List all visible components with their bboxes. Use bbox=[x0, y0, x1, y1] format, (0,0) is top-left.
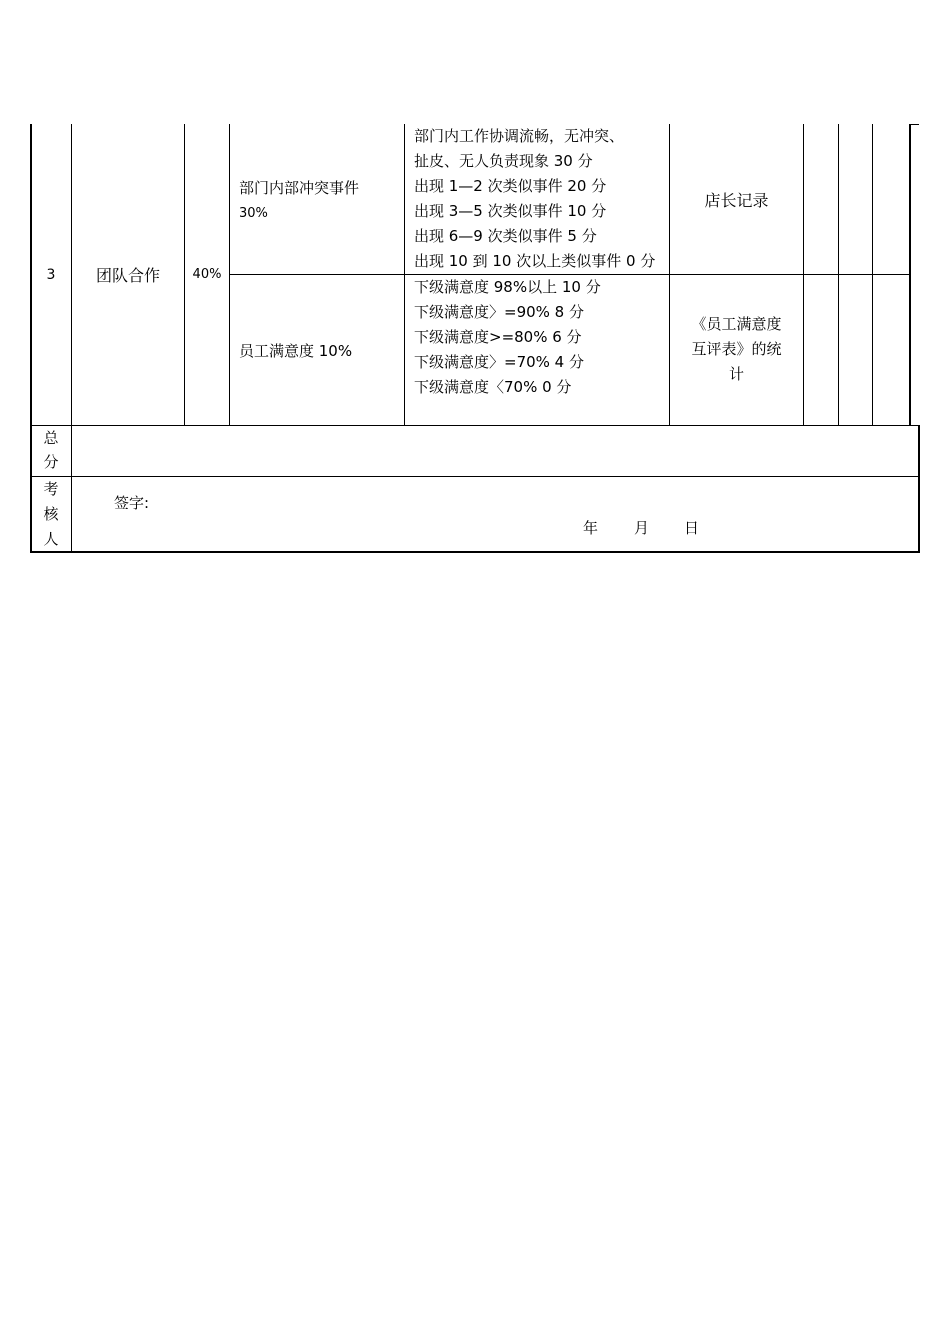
source-line: 互评表》的统 bbox=[691, 340, 782, 358]
source-line: 计 bbox=[728, 365, 744, 383]
source-line: 《员工满意度 bbox=[691, 315, 782, 333]
criteria-line: 下级满意度〉=70% 4 分 bbox=[414, 353, 584, 371]
rule-col-indicator bbox=[404, 124, 405, 425]
reviewer-label-char: 人 bbox=[43, 530, 59, 548]
weight-cell: 40% bbox=[192, 267, 222, 282]
rule-col-score2 bbox=[872, 124, 873, 425]
criteria-line: 出现 10 到 10 次以上类似事件 0 分 bbox=[414, 252, 656, 270]
rule-col-weight bbox=[229, 124, 230, 425]
indicator-conflict bbox=[239, 176, 359, 226]
rule-bottom bbox=[30, 551, 920, 553]
rule-right-border bbox=[918, 425, 920, 553]
criteria-line: 下级满意度>=80% 6 分 bbox=[414, 328, 582, 346]
total-label bbox=[31, 426, 71, 474]
criteria-line: 出现 3—5 次类似事件 10 分 bbox=[414, 202, 607, 220]
criteria-satisfaction bbox=[414, 275, 601, 400]
criteria-line: 出现 1—2 次类似事件 20 分 bbox=[414, 177, 607, 195]
category-cell: 团队合作 bbox=[95, 266, 160, 285]
source-conflict: 店长记录 bbox=[704, 190, 769, 210]
total-label-char: 总 bbox=[43, 429, 59, 447]
row-index: 3 bbox=[46, 266, 56, 283]
criteria-line: 出现 6—9 次类似事件 5 分 bbox=[414, 227, 597, 245]
date-month: 月 bbox=[634, 519, 650, 537]
rule-col-score3 bbox=[909, 124, 911, 425]
source-satisfaction bbox=[670, 312, 803, 387]
total-value-field[interactable] bbox=[72, 426, 918, 476]
rule-col-source bbox=[803, 124, 804, 425]
reviewer-label-char: 核 bbox=[43, 505, 59, 523]
criteria-conflict bbox=[414, 124, 655, 274]
rule-col-score1 bbox=[838, 124, 839, 425]
total-label-char: 分 bbox=[43, 453, 59, 471]
indicator-satisfaction: 员工满意度 10% bbox=[239, 341, 353, 360]
rule-top-right-tick bbox=[910, 124, 919, 125]
date-year: 年 bbox=[583, 519, 599, 537]
criteria-line: 扯皮、无人负责现象 30 分 bbox=[414, 152, 593, 170]
reviewer-label-char: 考 bbox=[43, 480, 59, 498]
reviewer-label bbox=[31, 477, 71, 552]
indicator-conflict-weight: 30% bbox=[239, 206, 268, 221]
indicator-conflict-title: 部门内部冲突事件 bbox=[239, 179, 360, 197]
rule-before-reviewer bbox=[30, 476, 920, 477]
criteria-line: 部门内工作协调流畅，无冲突、 bbox=[414, 127, 625, 145]
criteria-line: 下级满意度 98%以上 10 分 bbox=[414, 278, 601, 296]
criteria-line: 下级满意度〉=90% 8 分 bbox=[414, 303, 584, 321]
criteria-line: 下级满意度〈70% 0 分 bbox=[414, 378, 572, 396]
signature-label: 签字: bbox=[114, 494, 150, 512]
date-day: 日 bbox=[684, 519, 700, 537]
